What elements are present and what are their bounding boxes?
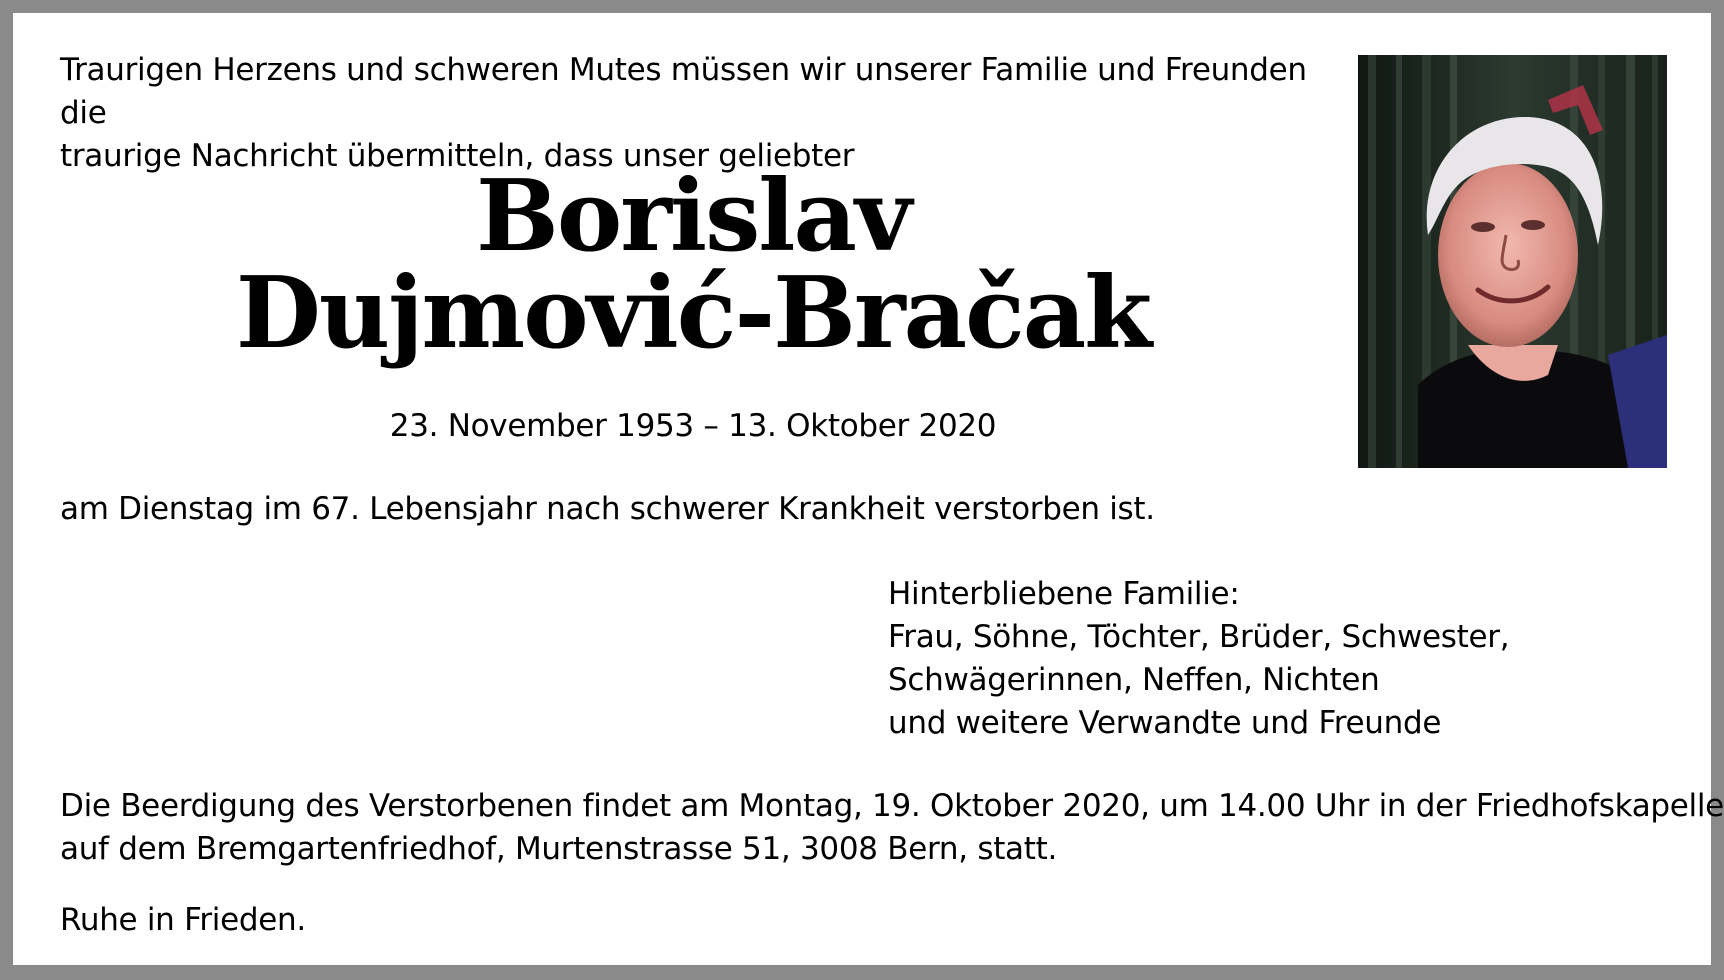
family-heading: Hinterbliebene Familie: xyxy=(888,576,1240,612)
life-dates: 23. November 1953 – 13. Oktober 2020 xyxy=(389,408,997,444)
family-line-2: Schwägerinnen, Neffen, Nichten xyxy=(888,662,1380,698)
last-name: Dujmović-Bračak xyxy=(235,256,1151,371)
intro-line-2: traurige Nachricht übermitteln, dass unser geliebter xyxy=(60,138,855,174)
funeral-info xyxy=(60,785,1724,871)
deceased-name xyxy=(163,159,1223,371)
family-line-1: Frau, Söhne, Töchter, Brüder, Schwester, xyxy=(888,619,1510,655)
portrait-photo xyxy=(1358,55,1667,468)
funeral-line-1: Die Beerdigung des Verstorbenen findet am Montag, 19. Oktober 2020, um 14.00 Uhr in der Friedhofskapelle xyxy=(60,788,1724,824)
obituary-notice xyxy=(13,13,1724,965)
death-statement: am Dienstag im 67. Lebensjahr nach schwerer Krankheit verstorben ist. xyxy=(60,491,1155,527)
family-line-3: und weitere Verwandte und Freunde xyxy=(888,705,1442,741)
first-name: Borislav xyxy=(476,159,910,274)
intro-line-1: Traurigen Herzens und schweren Mutes müssen wir unserer Familie und Freunden die xyxy=(60,52,1307,131)
portrait-illustration xyxy=(1358,55,1667,468)
closing-line: Ruhe in Frieden. xyxy=(60,902,306,938)
surviving-family xyxy=(888,573,1509,745)
funeral-line-2: auf dem Bremgartenfriedhof, Murtenstrasse 51, 3008 Bern, statt. xyxy=(60,831,1058,867)
